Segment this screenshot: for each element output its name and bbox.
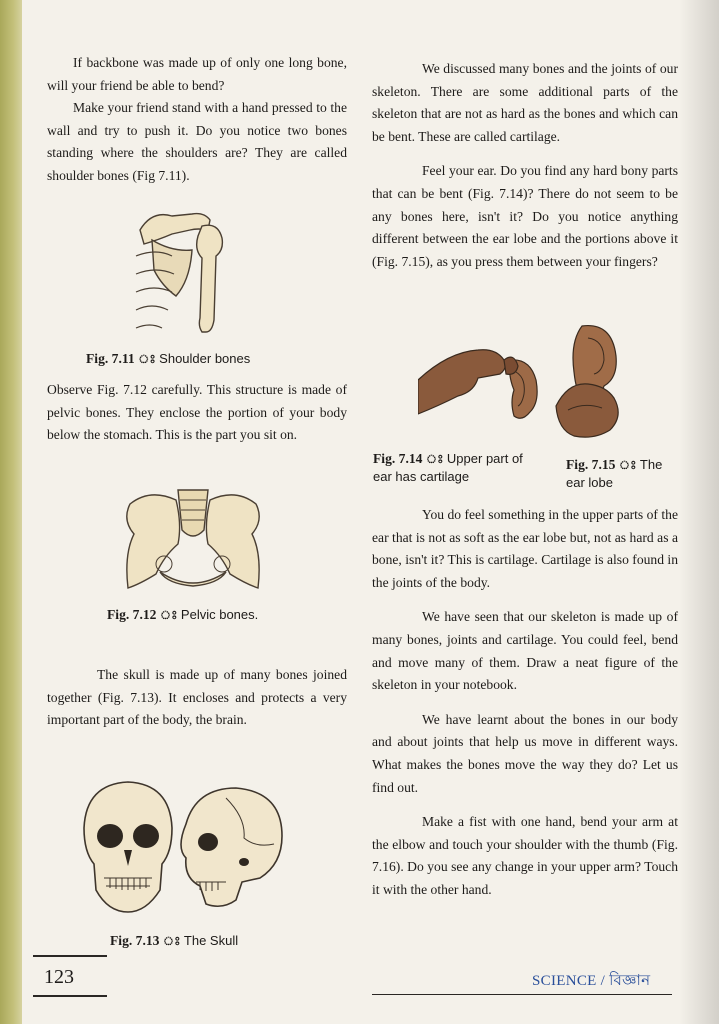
- ear-cartilage-figure: [418, 332, 542, 428]
- footer-rule-right: [372, 994, 672, 995]
- paragraph-skull: The skull is made up of many bones joined together (Fig. 7.13). It encloses and protects a very important part of the body, the brain.: [47, 667, 347, 728]
- footer-rule-bottom: [33, 995, 107, 997]
- fig-7-15-caption: Fig. 7.15 ঃ The ear lobe: [566, 457, 663, 490]
- fig-7-12-caption: Fig. 7.12 ঃ Pelvic bones.: [107, 607, 259, 622]
- right-column: [372, 58, 678, 273]
- page-number: 123: [44, 966, 74, 988]
- page-curl-shadow: [679, 0, 719, 1024]
- paragraph-pelvic: Observe Fig. 7.12 carefully. This structure is made of pelvic bones. They enclose the portion of your body below the stomach. This is the part you sit on.: [47, 382, 347, 443]
- paragraph-cartilage-explain: You do feel something in the upper parts of the ear that is not as soft as the ear lobe but, not as hard as a bone, isn't it? This is cartilage. Cartilage is also found in the joints of the body.: [372, 507, 678, 590]
- paragraph-bones-move: We have learnt about the bones in our body and about joints that help us move in different ways. What makes the bones move the way they do? Let us find out.: [372, 711, 678, 795]
- ear-lobe-figure: [554, 322, 626, 440]
- book-binding-edge: [0, 0, 22, 1024]
- figure-label: Fig. 7.12: [107, 607, 157, 622]
- figure-label: Fig. 7.13: [110, 933, 160, 948]
- figure-label: Fig. 7.15: [566, 457, 616, 472]
- left-column-middle: [47, 379, 347, 447]
- paragraph-make-fist: Make a fist with one hand, bend your arm at the elbow and touch your shoulder with the thumb (Fig. 7.16). Do you see any change in your upper arm? Touch it with the other hand.: [372, 814, 678, 897]
- skull-figure: [76, 778, 288, 918]
- paragraph-shoulder: Make your friend stand with a hand pressed to the wall and try to push it. Do you notice two bones standing where the shoulders are? They are called shoulder bones (Fig 7.11).: [47, 100, 347, 183]
- left-column-lower: [47, 664, 347, 732]
- subject-label: SCIENCE / বিজ্ঞান: [532, 973, 651, 989]
- paragraph-feel-ear: Feel your ear. Do you find any hard bony parts that can be bent (Fig. 7.14)? There do not seem to be any bones here, isn't it? Do you notice anything different between the ear lobe and the portions above it (Fig. 7.15), as you press them between your fingers?: [372, 163, 678, 269]
- left-column: [47, 52, 347, 188]
- fig-7-11-caption: Fig. 7.11 ঃ Shoulder bones: [86, 351, 251, 366]
- figure-label: Fig. 7.14: [373, 451, 423, 466]
- figure-label: Fig. 7.11: [86, 351, 135, 366]
- footer-rule-top: [33, 955, 107, 957]
- paragraph-backbone: If backbone was made up of only one long bone, will your friend be able to bend?: [47, 55, 347, 93]
- paragraph-cartilage-intro: We discussed many bones and the joints of our skeleton. There are some additional parts of the skeleton that are not as hard as the bones and which can be bent. These are called cartilage.: [372, 61, 678, 144]
- right-column-lower: [372, 504, 678, 902]
- pelvic-bones-figure: [120, 484, 266, 596]
- shoulder-bones-figure: [132, 200, 232, 340]
- fig-7-14-caption: Fig. 7.14 ঃ Upper part of ear has cartilage: [373, 451, 523, 484]
- fig-7-13-caption: Fig. 7.13 ঃ The Skull: [110, 933, 239, 948]
- paragraph-skeleton-summary: We have seen that our skeleton is made up of many bones, joints and cartilage. You could feel, bend and move many of them. Draw a neat figure of the skeleton in your notebook.: [372, 609, 678, 693]
